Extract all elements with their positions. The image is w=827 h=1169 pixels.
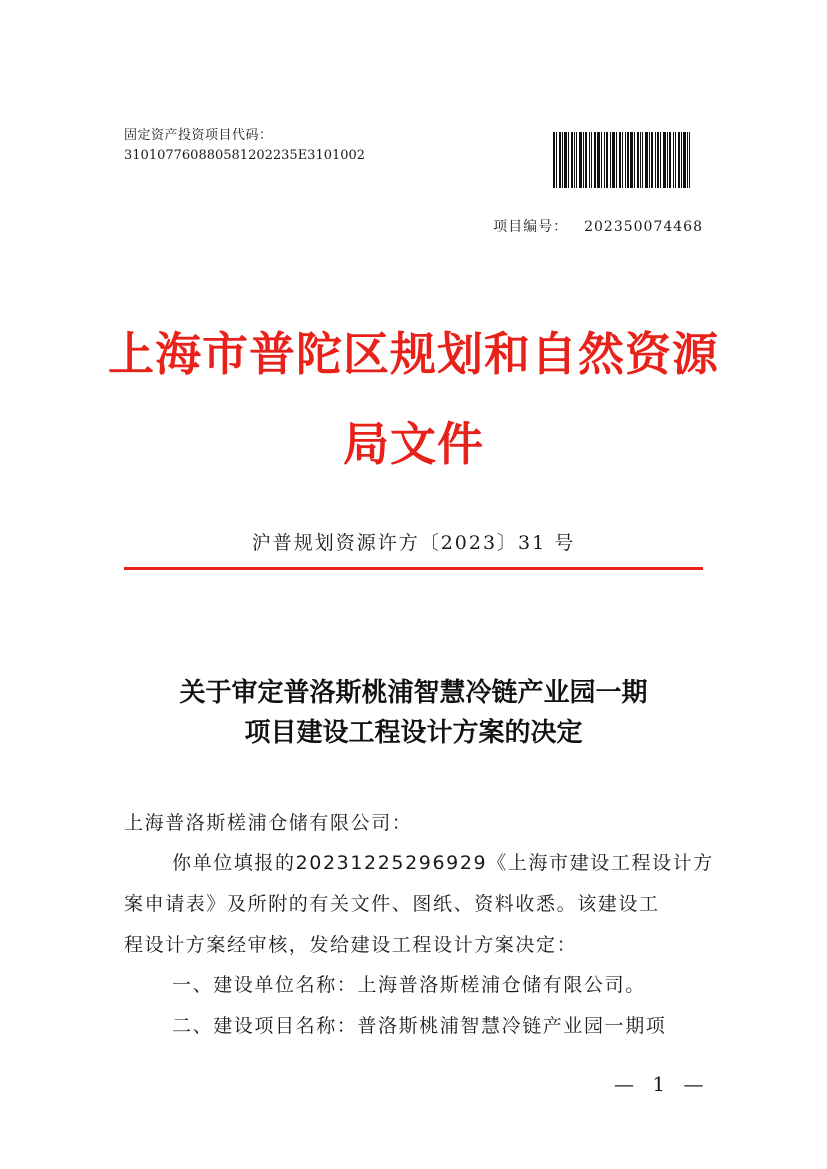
agency-header-line2: 局文件 xyxy=(343,417,484,471)
paragraph-line2: 案申请表》及所附的有关文件、图纸、资料收悉。该建设工 xyxy=(124,893,660,915)
page-number: — 1 — xyxy=(614,1072,710,1096)
project-number-line xyxy=(493,216,703,236)
item-project-name: 二、建设项目名称：普洛斯桃浦智慧冷链产业园一期项 xyxy=(172,1015,667,1037)
project-number: 202350074468 xyxy=(584,219,703,235)
project-number-label: 项目编号： xyxy=(493,219,569,235)
investment-code: 310107760880581202235E3101002 xyxy=(124,148,366,163)
document-title-line2: 项目建设工程设计方案的决定 xyxy=(244,718,583,748)
paragraph-line1: 你单位填报的20231225296929《上海市建设工程设计方 xyxy=(172,852,714,874)
red-divider xyxy=(124,567,703,570)
investment-code-label: 固定资产投资项目代码： xyxy=(124,128,273,143)
document-number: 沪普规划资源许方〔2023〕31 号 xyxy=(251,532,576,554)
agency-header-line1: 上海市普陀区规划和自然资源 xyxy=(108,327,719,381)
barcode xyxy=(553,132,690,188)
item-construction-unit: 一、建设单位名称：上海普洛斯槎浦仓储有限公司。 xyxy=(172,974,646,996)
recipient: 上海普洛斯槎浦仓储有限公司： xyxy=(124,812,413,834)
paragraph-line3: 程设计方案经审核，发给建设工程设计方案决定： xyxy=(124,934,578,956)
document-title-line1: 关于审定普洛斯桃浦智慧冷链产业园一期 xyxy=(179,678,648,708)
